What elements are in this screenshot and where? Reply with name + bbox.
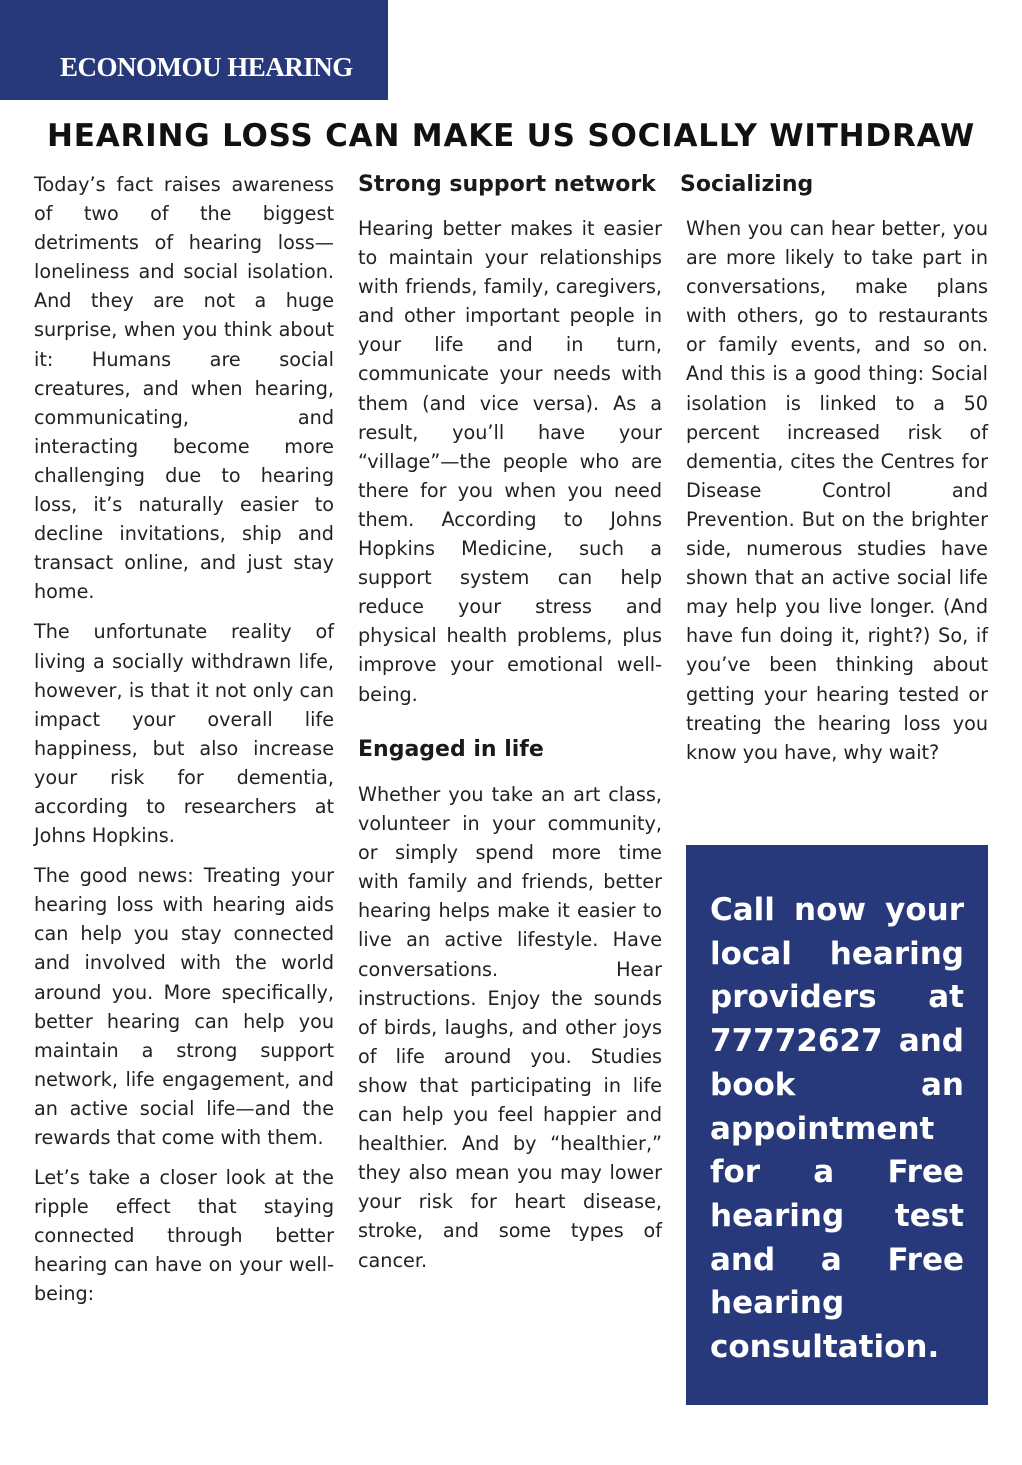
support-heading: Strong support network — [358, 172, 656, 197]
call-to-action-box — [686, 845, 988, 1405]
intro-paragraph-2: The unfortunate reality of living a socially withdrawn life, however, is that it not only can impact your overall life happiness, but also increase your risk for dementia, according to researchers at Johns Hopkins. — [34, 620, 334, 848]
intro-paragraph-3: The good news: Treating your hearing loss with hearing aids can help you stay connected and involved with the world around you. More specifically, better hearing can help you maintain a strong support network, life engagement, and an active social life—and the rewards that come with them. — [34, 864, 334, 1149]
support-section — [358, 214, 662, 709]
engaged-heading: Engaged in life — [358, 737, 544, 762]
socializing-heading: Socializing — [680, 172, 814, 197]
page-title: HEARING LOSS CAN MAKE US SOCIALLY WITHDRAW — [46, 118, 976, 154]
support-body: Hearing better makes it easier to maintain your relationships with friends, family, caregivers, and other important people in your life and in turn, communicate your needs with them (and vice versa). As a result, you’ll have your “village”—the people who are there for you when you need them. According to Johns Hopkins Medicine, such a support system can help reduce your stress and physical health problems, plus improve your emotional well-being. — [358, 217, 662, 706]
engaged-body: Whether you take an art class, volunteer in your community, or simply spend more time with family and friends, better hearing helps make it easier to live an active lifestyle. Have conversations. Hear instructions. Enjoy the sounds of birds, laughs, and other joys of life around you. Studies show that participating in life can help you feel happier and healthier. And by “healthier,” they also mean you may lower your risk for heart disease, stroke, and some types of cancer. — [358, 783, 662, 1272]
brand-banner — [0, 0, 388, 100]
socializing-body: When you can hear better, you are more likely to take part in conversations, make plans with others, go to restaurants or family events, and so on. And this is a good thing: Social isolation is linked to a 50 percent increased risk of dementia, cites the Centres for Disease Control and Prevention. But on the brighter side, numerous studies have shown that an active social life may help you live longer. (And have fun doing it, right?) So, if you’ve been thinking about getting your hearing tested or treating the hearing loss you know you have, why wait? — [686, 217, 988, 764]
intro-paragraph-1: Today’s fact raises awareness of two of the biggest detriments of hearing loss—loneliness and social isolation. And they are not a huge surprise, when you think about it: Humans are social creatures, and when hearing, communicating, and interacting become more challenging due to hearing loss, it’s naturally easier to decline invitations, ship and transact online, and just stay home. — [34, 173, 334, 604]
intro-column — [34, 170, 334, 1320]
engaged-section — [358, 780, 662, 1275]
socializing-section — [686, 214, 988, 767]
intro-paragraph-4: Let’s take a closer look at the ripple effect that staying connected through better hearing can have on your well-being: — [34, 1166, 334, 1306]
call-to-action-text: Call now your local hearing providers at 77772627 and book an appointment for a Free hearing test and a Free hearing consultation. — [710, 892, 964, 1366]
brand-name: ECONOMOU HEARING — [60, 52, 353, 82]
